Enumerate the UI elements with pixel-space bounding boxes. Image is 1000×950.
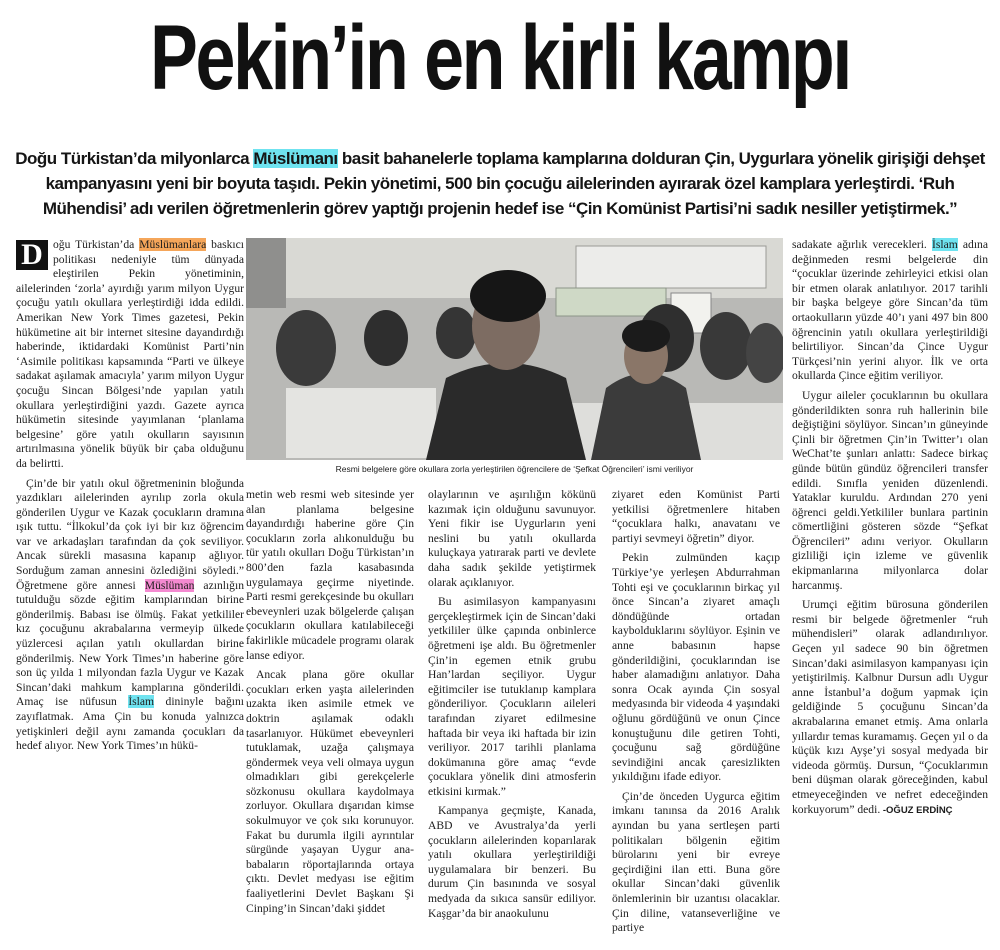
col4-paragraph-3: Çin’de önceden Uygurca eğitim imkanı tanınsa da 2016 Aralık ayından bu yana sertleşen parti politikaları bölgenin eğitim bürolarını yeni bir evreye geçirdiğini ilan etti. Buna göre okullar Sincan’daki güvenlik önlemlerinin bir uzantısı olacaklar. Çin diline, vatanseverliğine ve partiye [612,789,780,935]
col5-paragraph-2: Uygur aileler çocuklarının bu okullara gönderildikten sonra ruh hallerinin bile değiştiğini söylüyor. Sincan’ın güneyinde Çinli bir öğretmen Çin’in Twitter’ı olan WeChat’te şunları anlattı: Sadece birkaç günde bütün gündüz öğrencileri transfer edildi. Sınıfla yeniden düzenlendi. Yataklar kuruldu. Ardından 270 yeni öğrenci geldi.Yetkililer bunlara partinin cömertliğini gösteren sözde “Şefkat Öğrencileri” adını veriyor. Okulların gizliliği için izleme ve güvenlik ekipmanlarına milyonlarca dolar harcanmış. [792,388,988,592]
photo-caption: Resmi belgelere göre okullara zorla yerleştirilen öğrencilere de ‘Şefkat Öğrencileri’ ismi veriliyor [335,464,694,474]
classroom-photo [246,238,783,460]
page-headline: Pekin’in en kirli kampı [150,7,850,109]
highlight-islam: İslam [128,695,155,709]
col4-paragraph-2: Pekin zulmünden kaçıp Türkiye’ye yerleşen Abdurrahman Tohti eşi ve çocuklarının birkaç yıl önce Sincan’a ziyaret amaçlı döndüğünde ortadan kaybolduklarını söylüyor. Eşinin ve anne babasının hapse gönderildiğini, çocuklarından ise haber alamadığını anlatıyor. Daha sonra Ocak ayında Çin sosyal medyasında bir videoda 4 yaşındaki oğlunu gördüğünü ve onun Çince konuştuğunu dile getiren Tohti, çocuğunu sağ gördüğüne sevindiğini ancak çaresizlikten yıkıldığını ifade ediyor. [612,551,780,784]
col1-p2-text-a: Çin’de bir yatılı okul öğretmeninin bloğunda yazdıkları ailelerinden ayrılıp zorla okula gönderilen Uygur ve Kazak çocukların dramına ışık tuttu. “İlkokul’da çok iyi bir kız öğrencim var ve arkadaşları tarafından da çok seviliyor. Ancak sürekli masasına kapanıp ağlıyor. Sorduğum zaman annesini özlediğini söyledi.” Öğretmene göre annesi [16,476,244,592]
col3-paragraph-1: olaylarının ve aşırılığın kökünü kazımak için olduğunu savunuyor. Yeni fikir ise Uygurların yeni neslini bu yatılı okullarda kuluçkaya yatırarak parti ve devlete daha sadık şekilde yetiştirmek olarak açıklanıyor. [428,488,596,589]
lead-paragraph [10,146,990,221]
col1-paragraph-2 [16,477,244,754]
author-byline: -OĞUZ ERDİNÇ [880,804,953,816]
article-column-2 [246,488,414,950]
highlight-islam-2: İslam [931,238,958,251]
col5-paragraph-1 [792,238,988,384]
lead-highlight: Müslümanı [253,149,338,168]
col5-p1-text-b: adına değinmeden resmi belgelerde din “çocuklar üzerinde zehirleyici etkisi olan bir etmen olarak anlatılıyor. 2017 tarihli bir başka belgeye göre Sincan’da tüm ortaokulların yüzde 40’ı yani 497 bin 800 öğrencinin yatılı okullara yerleştirildiği belirtiliyor. Sincan’da Çince Uygur Türkçesi’nin yerini alıyor. İlk ve orta okullarda Çince eğitim veriliyor. [792,238,988,383]
article-column-1 [16,238,244,950]
article-column-3 [428,488,596,950]
col3-paragraph-2: Bu asimilasyon kampanyasını gerçekleştirmek için de Sincan’daki yetkililer ülke çapında onbinlerce öğretmeni işe aldı. Bu öğretmenler Çin’in egemen etnik grubu Han’lardan seçiliyor. Uygur eğitimciler ise tutuklanıp kamplara gönderiliyor. Çocukların aileleri tarafından ziyaret edilmesine haftada bir veya iki haftada bir izin veriliyor. 2017 tarihli planlama dokümanına göre amaç “evde çocuklara yönelik dini atmosferin etkisini kırmak.” [428,595,596,798]
highlight-muslumanlara: Müslümanlara [139,238,207,251]
col4-paragraph-1: ziyaret eden Komünist Parti yetkilisi öğretmenlere hitaben “çocuklara halkı, anavatanı ve partiyi sevmeyi öğretin” diyor. [612,488,780,545]
col5-p1-text-a: sadakate ağırlık verecekleri. [792,238,932,251]
drop-cap: D [16,240,48,270]
article-column-4 [612,488,780,950]
col1-p1-text-b: baskıcı politikası nedeniyle tüm dünyada eleştirilen Pekin yönetiminin, ailelerinden ‘zorla’ ayırdığı yarım milyon Uygur çocuğu yatılı okullara yerleştirdiği idda edildi. Amerikan New York Times gazetesi, Pekin hükümetine ait bir internet sitesine dayandırdığı haberinde, iktidardaki Komünist Parti’nin ‘Asimile politikası kapsamında “Parti ve ülkeye sadakat aşılamak amacıyla’ yarım milyon Uygur çocuğu Sincan Bölgesi’nde yapılan yatılı okullara yerleştirdiğini yazdı. Gazete ayrıca hükümetin sitesinde yayımlanan ‘planlama belgesine’ göre yatılı okulların sayısının artırılmasına yönelik büyük bir çaba olduğunu da belirtti. [16,238,244,470]
col5-paragraph-3 [792,598,988,818]
col2-paragraph-1: metin web resmi web sitesinde yer alan planlama belgesine dayandırdığı haberine göre Çin çocukların zorla alıkonulduğu bu tür yatılı okulları Doğu Türkistan’ın 800’den fazla kasabasında uygulamaya geçirme niyetinde. Parti resmi gerekçesinde bu okulları ebeveynleri uzak bölgelerde çalışan çocukların okullara katılabileceği fakirlikle mücadele programı olarak lanse ediyor. [246,488,414,662]
col1-p2-text-b: azınlığın tutulduğu sözde eğitim kamplarından birine gönderilmiş. Babası ise ölmüş. Fakat yetkililer kız çocuğunu akrabalarına vermeyip ülkede yüzlercesi açılan yatılı okullardan birine gönderilmiş. New York Times’ın haberine göre son üç yılda 1 milyondan fazla Uygur ve Kazak Sincan’daki mahkum kamplarına gönderildi. Amaç ise nüfusun [16,578,244,709]
col1-p1-text-a: oğu Türkistan’da [53,238,140,251]
col2-paragraph-2: Ancak plana göre okullar çocukları erken yaşta ailelerinden uzakta iken asimile etmek ve doktrin aşılamak odaklı tasarlanıyor. Hükümet ebeveynleri tutuklamak, uzağa çalışmaya göndermek veya veli olmaya uygun olmadıkları gibi gerekçelerle sözkonusu okullara kaydolmaya zorluyor. Okullara dışarıdan kimse sokulmuyor ve çok sıkı korunuyor. Fakat bu durumla ilgili ayrıntılar sürgünde yaşayan Uygur ana-babaların röportajlarında ortaya çıktı. Devlet medyası ise eğitim faaliyetlerini Devlet Başkanı Şi Cinping’in Sincan’daki şiddet [246,668,414,915]
col5-p3-text: Urumçi eğitim bürosuna gönderilen resmi bir belgede öğretmenler “ruh mühendisleri” olarak adlandırılıyor. Geçen yıl sadece 90 bin öğretmen Sincan’daki asimilasyon kampanyası için yetiştirilmiş. Kalbnur Dursun adlı Uygur anne İstanbul’a doğum yapmak için geldiğinde 5 çocuğunu Sincan’da akrabalarına emanet etmiş. Ama onlarla yıllardır temas kuramamış. Geçen yıl o da küçük kızı Ayşe’yi sosyal medyada bir videoda görmüş. Dursun, “Çocuklarımın beni düşman olarak göreceğinden, kabul etmeyeceğinden ve nefret edeceğinden korkuyorum” dedi. [792,598,988,816]
lead-text-after: basit bahanelerle toplama kamplarına dolduran Çin, Uygurlara yönelik girişiği dehşet kampanyasını yeni bir boyuta taşıdı. Pekin yönetimi, 500 bin çocuğu ailelerinden ayırarak özel kamplara yerleştirdi. ‘Ruh Mühendisi’ adı verilen öğretmenlerin görev yaptığı projenin hedef ise “Çin Komünist Partisi’ni sadık nesiller yetiştirmek.” [42,149,985,218]
col3-paragraph-3: Kampanya geçmişte, Kanada, ABD ve Avustralya’da yerli çocukların ailelerinden koparılarak yatılı okullara yerleştirildiği uygulamalara bir benzeri. Bu durum Çin basınında ve sosyal medyada da sıkıca sansür ediliyor. Kaşgar’da bir anaokulunu [428,804,596,920]
col1-paragraph-1 [16,238,244,472]
article-column-5 [792,238,988,950]
highlight-musluman: Müslüman [144,578,195,592]
col1-p2-text-c: dininyle bağını zayıflatmak. Ama Çin bu konuda yalnızca yetişkinleri değil aynı zamanda çocukları da hedef alıyor. New York Times’ın hükü- [16,695,244,753]
lead-text-before: Doğu Türkistan’da milyonlarca [15,149,254,168]
